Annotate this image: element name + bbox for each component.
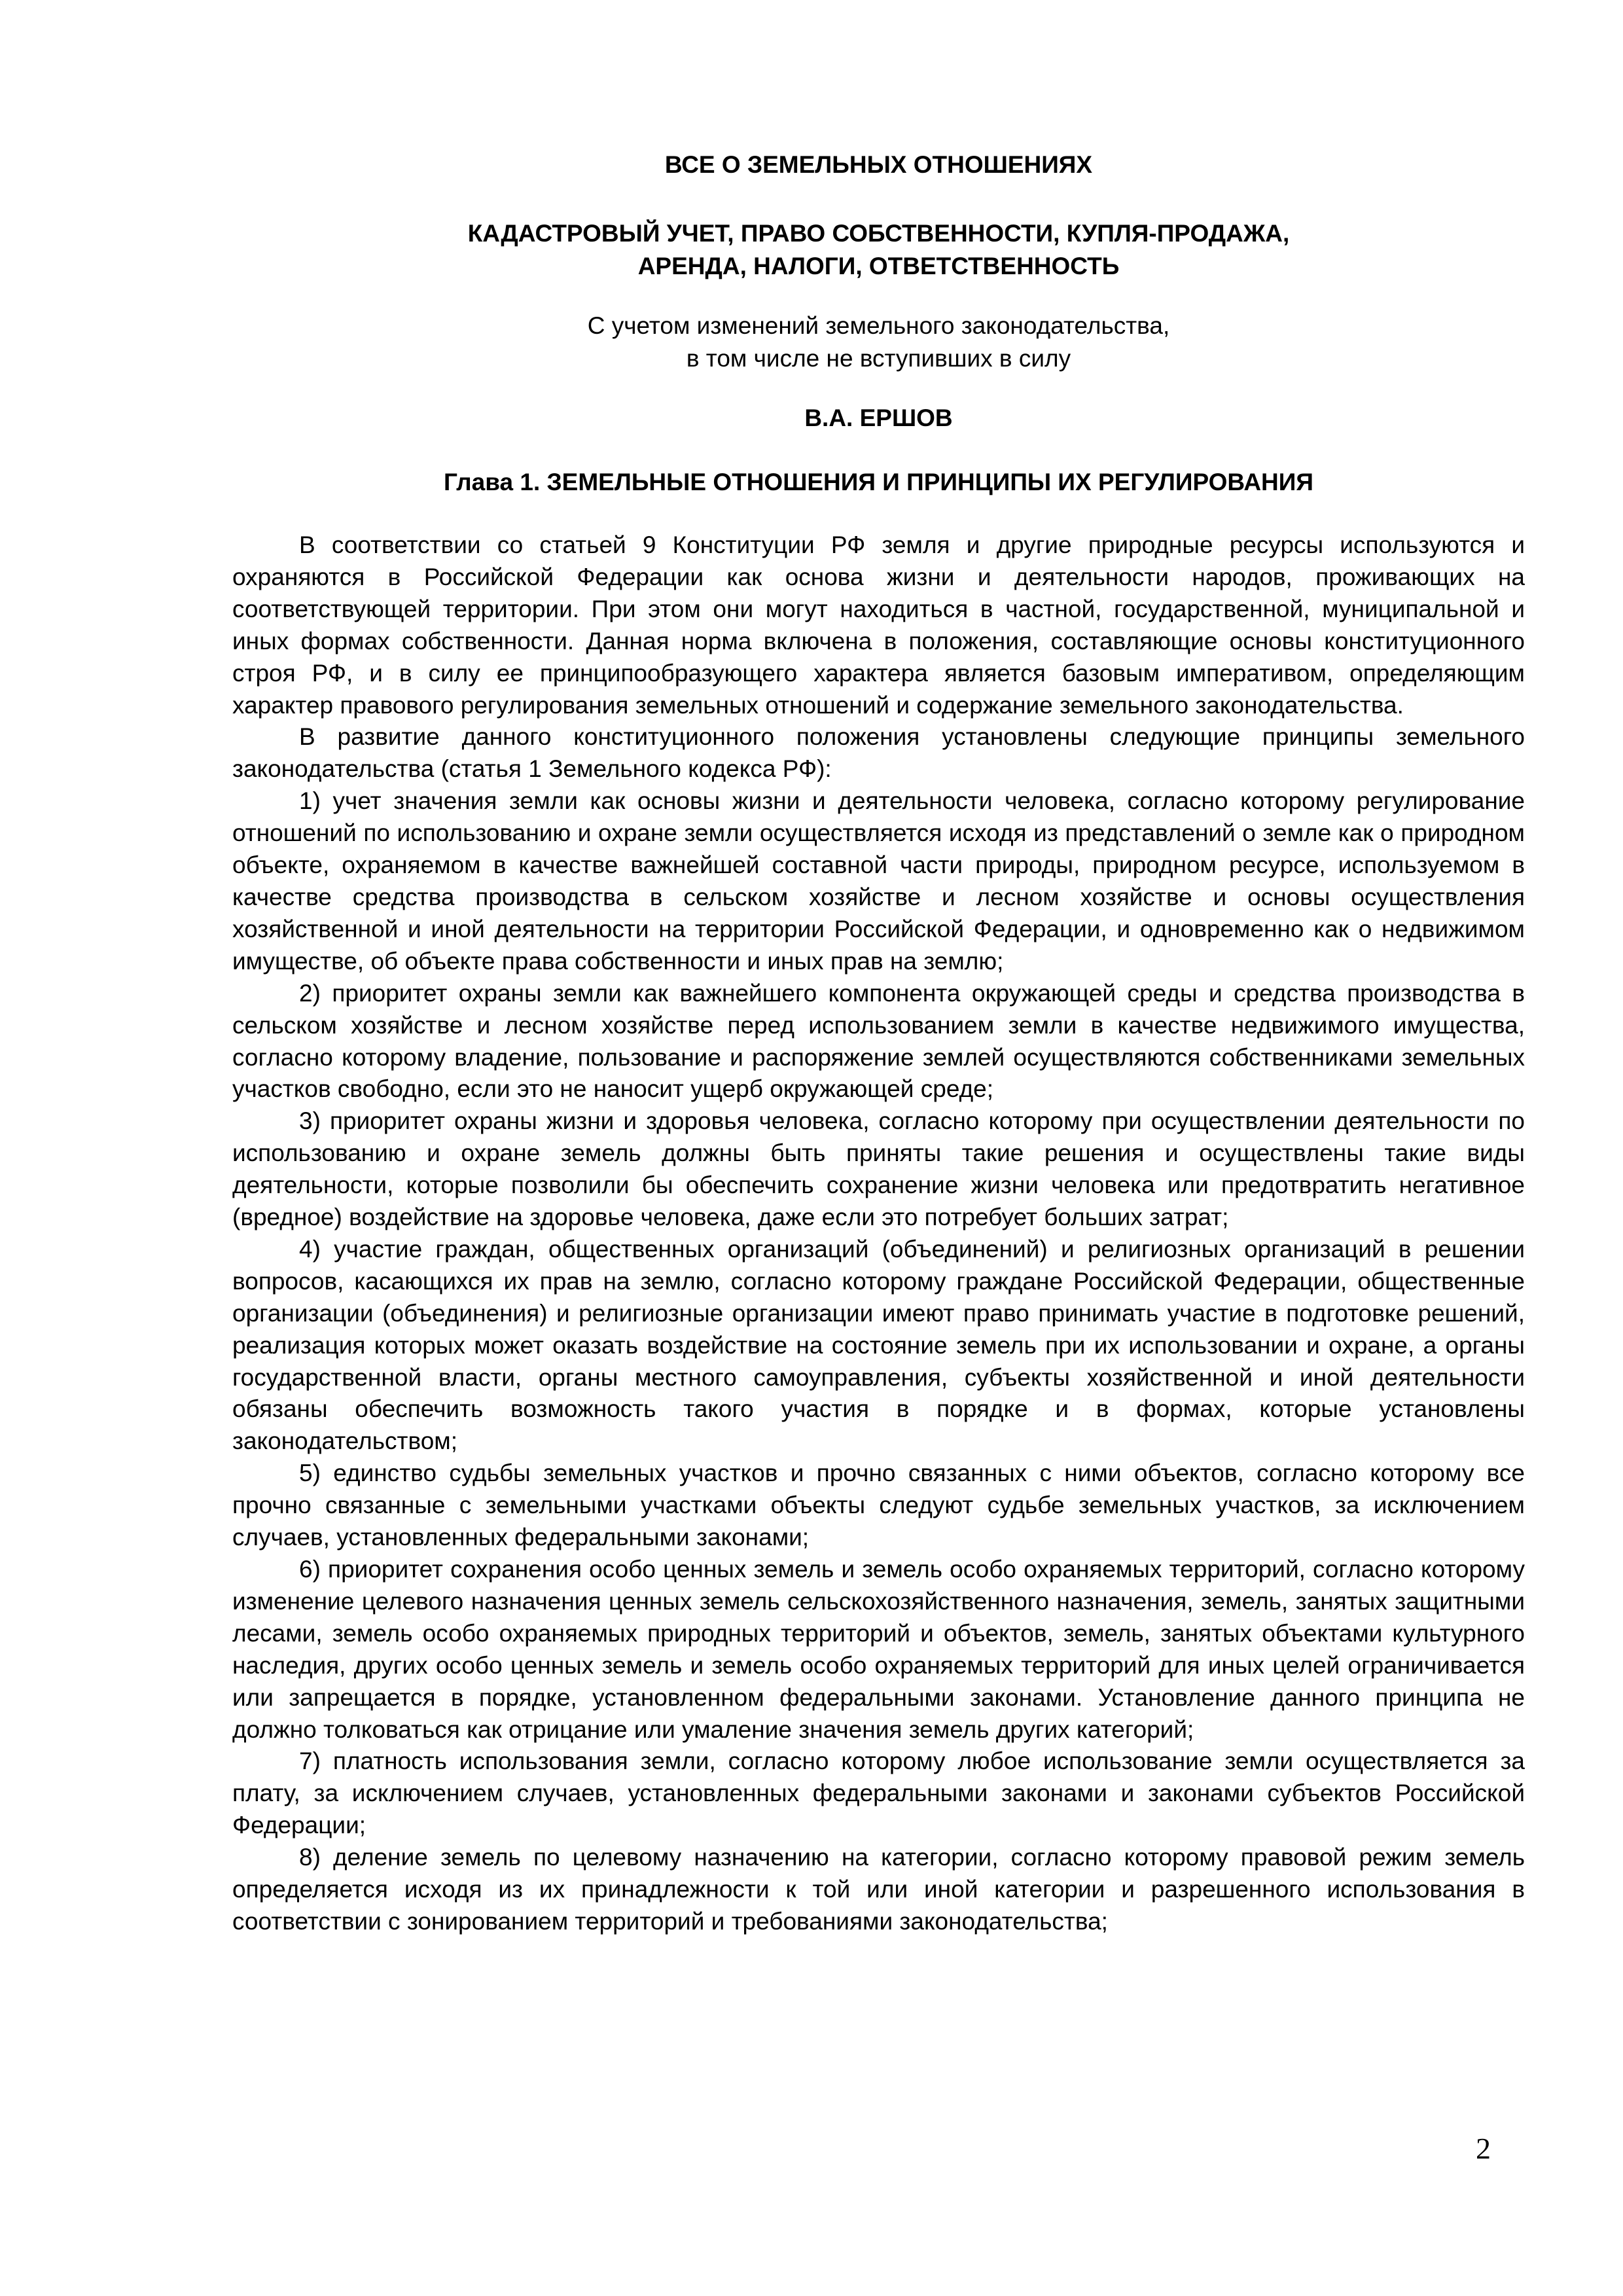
paragraph: 3) приоритет охраны жизни и здоровья человека, согласно которому при осуществлении деятельности по использованию и охране земель должны быть приняты такие решения и осуществлены такие виды деятельности, которые позволили бы обеспечить сохранение жизни человека или предотвратить негативное (вредное) воздействие на здоровье человека, даже если это потребует больших затрат; <box>232 1107 1525 1231</box>
paragraph: 7) платность использования земли, согласно которому любое использование земли осуществляется за плату, за исключением случаев, установленных федеральными законами и законами субъектов Российской Федерации; <box>232 1748 1525 1839</box>
paragraph: В развитие данного конституционного положения установлены следующие принципы земельного законодательства (статья 1 Земельного кодекса РФ): <box>232 723 1525 783</box>
page-number: 2 <box>1476 2132 1491 2165</box>
paragraph: 1) учет значения земли как основы жизни и деятельности человека, согласно которому регулирование отношений по использованию и охране земли осуществляется исходя из представлений о земле как о природном объекте, охраняемом в качестве важнейшей составной части природы, природном ресурсе, используемом в качестве средства производства в сельском хозяйстве и лесном хозяйстве и основы осуществления хозяйственной и иной деятельности на территории Российской Федерации, и одновременно как о недвижимом имуществе, об объекте права собственности и иных прав на землю; <box>232 787 1525 975</box>
subtitle-line-1: С учетом изменений земельного законодательства, <box>587 312 1170 339</box>
main-title-line-2: АРЕНДА, НАЛОГИ, ОТВЕТСТВЕННОСТЬ <box>637 253 1120 279</box>
paragraph: 6) приоритет сохранения особо ценных земель и земель особо охраняемых территорий, согласно которому изменение целевого назначения ценных земель сельскохозяйственного назначения, земель, занятых защитными лесами, земель особо охраняемых природных территорий и объектов, земель, занятых объектами культурного наследия, других особо ценных земель и земель особо охраняемых территорий для иных целей ограничивается или запрещается в порядке, установленном федеральными законами. Установление данного принципа не должно толковаться как отрицание или умаление значения земель других категорий; <box>232 1556 1525 1743</box>
paragraph: 4) участие граждан, общественных организаций (объединений) и религиозных организаций в решении вопросов, касающихся их прав на землю, согласно которому граждане Российской Федерации, общественные организации (объединения) и религиозные организации имеют право принимать участие в подготовке решений, реализация которых может оказать воздействие на состояние земель при их использовании и охране, а органы государственной власти, органы местного самоуправления, субъекты хозяйственной и иной деятельности обязаны обеспечить возможность такого участия в порядке и в формах, которые установлены законодательством; <box>232 1235 1525 1455</box>
paragraph: 5) единство судьбы земельных участков и прочно связанных с ними объектов, согласно которому все прочно связанные с земельными участками объекты следуют судьбе земельных участков, за исключением случаев, установленных федеральными законами; <box>232 1460 1525 1551</box>
paragraph: В соответствии со статьей 9 Конституции РФ земля и другие природные ресурсы используются и охраняются в Российской Федерации как основа жизни и деятельности народов, проживающих на соответствующей территории. При этом они могут находиться в частной, государственной, муниципальной и иных формах собственности. Данная норма включена в положения, составляющие основы конституционного строя РФ, и в силу ее принципообразующего характера является базовым императивом, определяющим характер правового регулирования земельных отношений и содержание земельного законодательства. <box>232 531 1525 719</box>
main-title <box>232 217 1525 283</box>
body-text <box>232 529 1525 1938</box>
series-title: ВСЕ О ЗЕМЕЛЬНЫХ ОТНОШЕНИЯХ <box>664 151 1093 178</box>
author-name: В.А. ЕРШОВ <box>804 404 953 431</box>
chapter-title: Глава 1. ЗЕМЕЛЬНЫЕ ОТНОШЕНИЯ И ПРИНЦИПЫ ИХ РЕГУЛИРОВАНИЯ <box>444 469 1313 495</box>
paragraph: 2) приоритет охраны земли как важнейшего компонента окружающей среды и средства производства в сельском хозяйстве и лесном хозяйстве перед использованием земли в качестве недвижимого имущества, согласно которому владение, пользование и распоряжение землей осуществляются собственниками земельных участков свободно, если это не наносит ущерб окружающей среде; <box>232 979 1525 1103</box>
main-title-line-1: КАДАСТРОВЫЙ УЧЕТ, ПРАВО СОБСТВЕННОСТИ, КУПЛЯ-ПРОДАЖА, <box>467 220 1290 247</box>
paragraph: 8) деление земель по целевому назначению на категории, согласно которому правовой режим земель определяется исходя из их принадлежности к той или иной категории и разрешенного использования в соответствии с зонированием территорий и требованиями законодательства; <box>232 1844 1525 1935</box>
subtitle-line-2: в том числе не вступивших в силу <box>686 345 1071 372</box>
subtitle <box>232 310 1525 375</box>
